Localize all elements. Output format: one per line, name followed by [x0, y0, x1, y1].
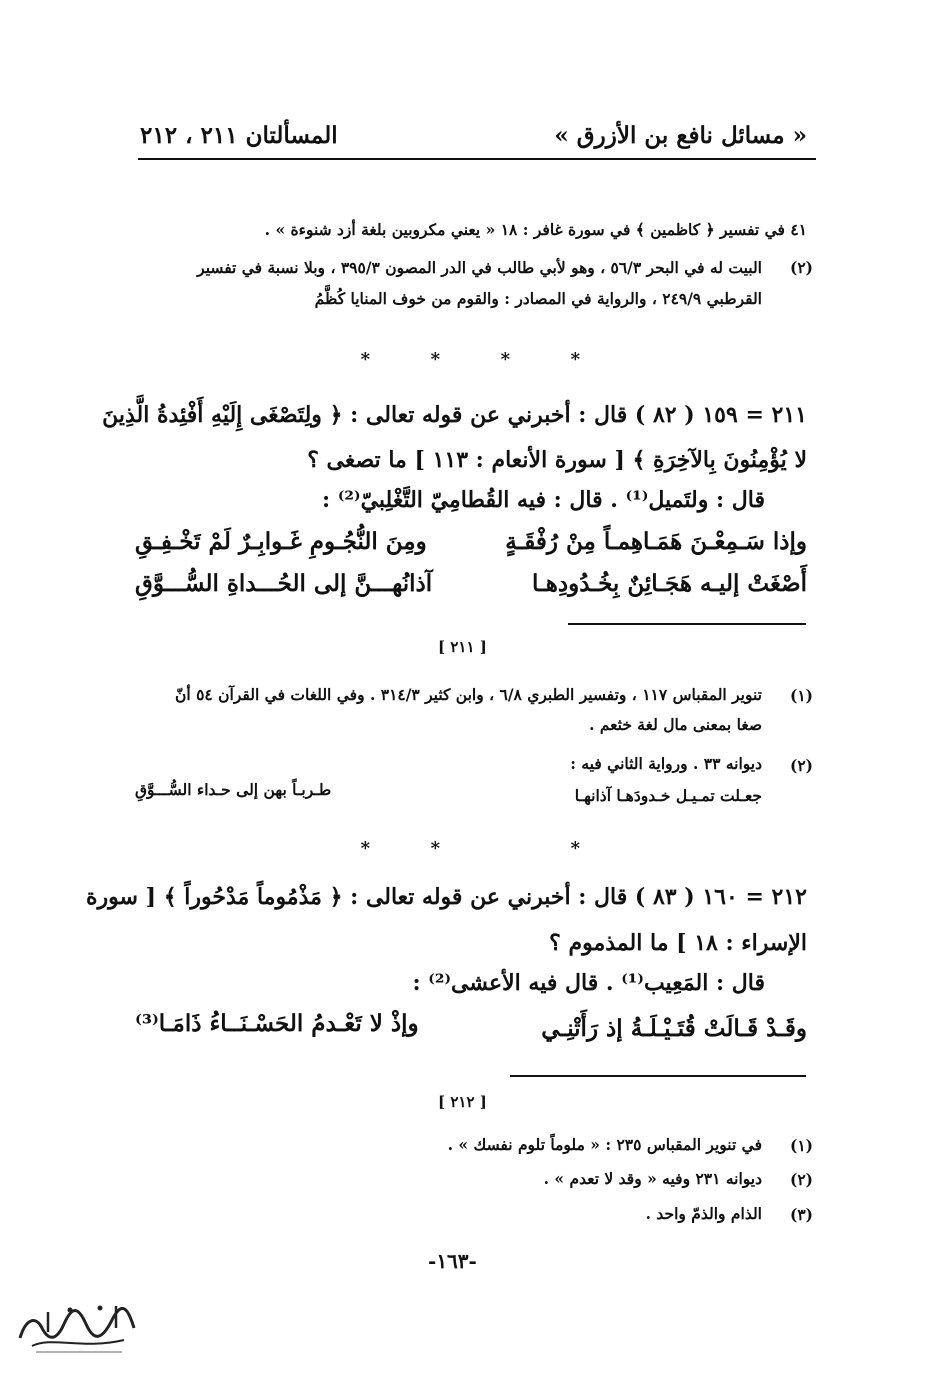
separator-star: *: [430, 349, 440, 370]
q211-footnote-2-line1: ديوانه ٣٣ . ورواية الثاني فيه :: [570, 754, 762, 773]
footnote-separator-rule: [510, 1075, 806, 1077]
separator-star: *: [570, 349, 580, 370]
prev-footnote-2-line2: القرطبي ٢٤٩/٩ ، والرواية في المصادر : والقوم من خوف المنايا كُظَّمُ: [314, 289, 762, 308]
q211-footnote-2-verse-first: جعـلت تمـيـل خـدودَهـا آذانهـا: [574, 786, 762, 805]
q212-footnote-2-number: (٢): [789, 1170, 813, 1189]
q211-footnote-1-number: (١): [789, 686, 813, 705]
q211-footnote-2-number: (٢): [789, 756, 813, 775]
q212-verse-second-hemistich: وإذْ لا تَعْـدمُ الحَسْـنَــاءُ ذَامَـا⁽³⁾: [135, 1010, 419, 1037]
separator-star: *: [500, 349, 510, 370]
separator-star: *: [430, 838, 440, 859]
running-header-title: « مسائل نافع بن الأزرق »: [554, 122, 807, 149]
prev-footnote-2-number: (٢): [789, 258, 813, 277]
q212-verse-first-hemistich: وقَـدْ قَـالَتْ قُتَـيْـلَـةُ إذ رَأَتْنِـي: [541, 1015, 807, 1042]
header-rule: [138, 158, 816, 160]
separator-star: *: [360, 349, 370, 370]
footnote-separator-rule: [568, 623, 806, 625]
prev-footnote-continuation: ٤١ في تفسير ﴿ كاظمين ﴾ في سورة غافر : ١٨ « يعني مكروبين بلغة أزد شنوءة » .: [264, 220, 807, 239]
q212-answer-line: قال : المَعِيب⁽¹⁾ . قال فيه الأعشى⁽²⁾ :: [412, 970, 765, 996]
prev-footnote-2-line1: البيت له في البحر ٥٦/٣ ، وهو لأبي طالب في الدر المصون ٣٩٥/٣ ، وبلا نسبة في تفسير: [197, 258, 762, 277]
q211-footnote-1-line1: تنوير المقباس ١١٧ ، وتفسير الطبري ٦/٨ ، وابن كثير ٣١٤/٣ . وفي اللغات في القرآن ٥٤ أنّ: [175, 685, 762, 704]
q212-line2: الإسراء : ١٨ ] ما المذموم ؟: [549, 930, 807, 956]
q212-footnote-3: الذام والذمّ واحد .: [645, 1204, 762, 1223]
q211-footnote-1-line2: صغا بمعنى مال لغة خثعم .: [589, 715, 762, 734]
library-stamp-logo: [12, 1298, 140, 1356]
q211-reference-number: [ ٢١١ ]: [438, 638, 487, 656]
q212-footnote-2: ديوانه ٢٣١ وفيه « وقد لا تعدم » .: [543, 1169, 762, 1188]
separator-star: *: [570, 838, 580, 859]
q211-verse2-second-hemistich: آذانُهـــنَّ إلى الحُـــداةِ السُّـــوَّقِ: [135, 570, 433, 597]
q212-footnote-3-number: (٣): [789, 1205, 813, 1224]
q211-footnote-2-verse-second: طـربـاً بهن إلى حـداء السُّـــوَّقِ: [135, 780, 332, 799]
q211-line2: لا يُؤْمِنُونَ بِالآخِرَةِ ﴾ [ سورة الأنعام : ١١٣ ] ما تصغى ؟: [307, 447, 807, 473]
q212-reference-number: [ ٢١٢ ]: [438, 1093, 487, 1111]
q211-line1: ٢١١ = ١٥٩ ( ٨٢ ) قال : أخبرني عن قوله تعالى : ﴿ ولِتَصْغَى إِلَيْهِ أَفْئِدةُ الَّذِينَ: [102, 402, 807, 428]
separator-star: *: [360, 838, 370, 859]
q211-verse2-first-hemistich: أَصْغَتْ إليـه هَجَـائِنٌ بِخُـدُودِهـا: [532, 570, 807, 597]
q211-verse1-first-hemistich: وإذا سَـمِعْـنَ هَمَـاهِمـاً مِنْ رُفْقَـةٍ: [505, 528, 807, 555]
running-header-questions: المسألتان ٢١١ ، ٢١٢: [140, 122, 338, 149]
q212-footnote-1: في تنوير المقباس ٢٣٥ : « ملوماً تلوم نفسك » .: [447, 1135, 762, 1154]
q211-verse1-second-hemistich: ومِنَ النُّجُـومِ غَـوابِـرٌ لَمْ تَخْـفِـقِ: [135, 528, 427, 555]
page-number: -١٦٣-: [428, 1249, 477, 1273]
q211-answer-line: قال : ولتَميل⁽¹⁾ . قال : فيه القُطامِيّ التَّغْلِبيّ⁽²⁾ :: [322, 487, 765, 513]
q212-line1: ٢١٢ = ١٦٠ ( ٨٣ ) قال : أخبرني عن قوله تعالى : ﴿ مَذْمُوماً مَدْحُوراً ﴾ [ سورة: [86, 884, 807, 910]
q212-footnote-1-number: (١): [789, 1136, 813, 1155]
